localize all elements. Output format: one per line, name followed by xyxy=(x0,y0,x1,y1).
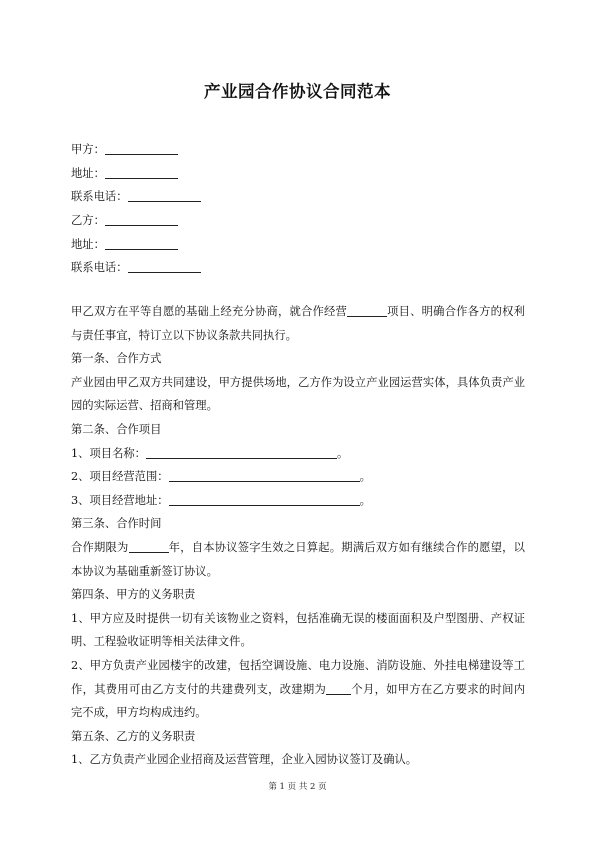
project-blank xyxy=(347,302,387,317)
party-b-blank xyxy=(105,211,178,226)
term-years-blank xyxy=(129,538,169,553)
intro-text-1: 甲乙双方在平等自愿的基础上经充分协商，就合作经营 xyxy=(71,305,347,318)
item-1-blank xyxy=(146,444,337,459)
contract-body xyxy=(71,300,525,772)
party-b-row xyxy=(71,209,201,233)
party-a-phone-row xyxy=(71,185,201,209)
party-b-address-blank xyxy=(105,235,178,250)
party-b-phone-blank xyxy=(128,258,201,273)
renovation-months-blank xyxy=(326,680,351,695)
party-a-address-label: 地址： xyxy=(71,166,105,180)
document-title: 产业园合作协议合同范本 xyxy=(204,82,391,101)
article-4-heading: 第四条、甲方的义务职责 xyxy=(71,588,196,602)
party-b-address-label: 地址： xyxy=(71,237,105,251)
renovation-text-2: 个月，如甲方在乙方要求的时间内完不成，甲方均构成违约。 xyxy=(71,682,525,720)
term-text-1: 合作期限为 xyxy=(71,540,129,554)
item-1-label: 1、项目名称： xyxy=(71,446,146,460)
page-footer: 第 1 页 共 2 页 xyxy=(268,782,327,792)
party-a-blank xyxy=(105,140,178,155)
intro-paragraph xyxy=(71,300,525,347)
party-a-address-blank xyxy=(105,164,178,179)
item-2-blank xyxy=(169,467,360,482)
article-5-heading: 第五条、乙方的义务职责 xyxy=(71,729,196,743)
article-4-item-1: 1、甲方应及时提供一切有关该物业之资料，包括准确无误的楼面面积及户型图册、产权证明、工程验收证明等相关法律文件。 xyxy=(71,611,525,649)
item-2-end: 。 xyxy=(359,470,371,484)
item-3-end: 。 xyxy=(359,493,371,507)
article-4-item-2 xyxy=(71,654,525,725)
item-2-label: 2、项目经营范围： xyxy=(71,470,169,484)
article-2-heading: 第二条、合作项目 xyxy=(71,422,162,436)
article-5-item-1: 1、乙方负责产业园企业招商及运营管理，企业入园协议签订及确认。 xyxy=(71,753,418,767)
item-3-blank xyxy=(169,491,360,506)
party-b-label: 乙方： xyxy=(71,214,105,228)
party-a-phone-blank xyxy=(128,187,201,202)
party-b-address-row xyxy=(71,233,201,257)
article-2-item-3 xyxy=(71,489,525,513)
article-3-heading: 第三条、合作时间 xyxy=(71,517,162,531)
article-2-item-1 xyxy=(71,442,525,466)
item-1-end: 。 xyxy=(336,446,349,460)
article-3-text xyxy=(71,536,525,583)
party-b-phone-label: 联系电话： xyxy=(71,261,128,275)
party-a-address-row xyxy=(71,162,201,186)
party-a-row xyxy=(71,138,201,162)
party-a-label: 甲方： xyxy=(71,143,105,156)
intro-text-2: 项目、明确合作各方的权利与责任事宜，特订立以下协议条款共同执行。 xyxy=(71,305,525,342)
party-b-phone-row xyxy=(71,256,201,280)
term-text-2: 年，自本协议签字生效之日算起。期满后双方如有继续合作的愿望，以本协议为基础重新签订协议。 xyxy=(71,540,525,578)
article-1-heading: 第一条、合作方式 xyxy=(71,352,162,366)
item-3-label: 3、项目经营地址： xyxy=(71,493,169,507)
party-info-block xyxy=(71,138,201,280)
party-a-phone-label: 联系电话： xyxy=(71,190,128,204)
article-2-item-2 xyxy=(71,465,525,489)
renovation-text-1: 2、甲方负责产业园楼宇的改建，包括空调设施、电力设施、消防设施、外挂电梯建设等工作，其费用可由乙方支付的共建费列支，改建期为 xyxy=(71,658,525,696)
article-1-text: 产业园由甲乙双方共同建设，甲方提供场地，乙方作为设立产业园运营实体，具体负责产业园的实际运营、招商和管理。 xyxy=(71,375,525,413)
